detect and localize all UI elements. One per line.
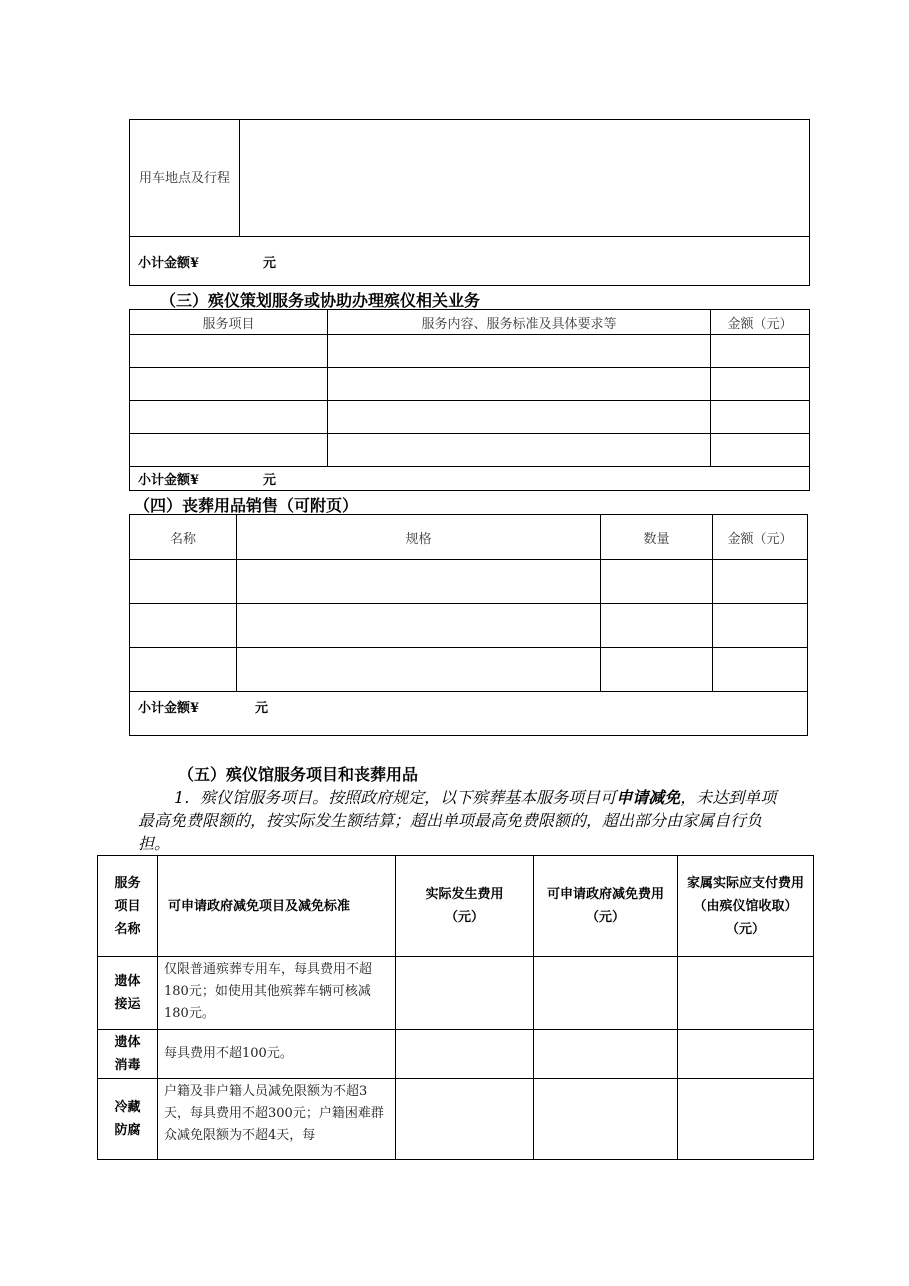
- s3-cell[interactable]: [711, 335, 810, 368]
- s4-cell[interactable]: [130, 648, 237, 692]
- s5-cell[interactable]: [534, 1079, 678, 1160]
- s4-header-qty: 数量: [601, 515, 713, 560]
- s3-header-amount: 金额（元）: [711, 310, 810, 335]
- section4-title: （四）丧葬用品销售（可附页）: [134, 496, 359, 515]
- s3-header-item: 服务项目: [130, 310, 328, 335]
- s4-cell[interactable]: [601, 604, 713, 648]
- section5-title: （五）殡仪馆服务项目和丧葬用品: [178, 765, 419, 784]
- s5-row-desc: 仅限普通殡葬专用车，每具费用不超180元；如使用其他殡葬车辆可核减180元。: [158, 957, 396, 1030]
- s5-row-name: 冷藏防腐: [98, 1079, 158, 1160]
- s5-row-desc: 户籍及非户籍人员减免限额为不超3天，每具费用不超300元；户籍困难群众减免限额为不超4天，每: [158, 1079, 396, 1160]
- vehicle-table: [129, 119, 810, 286]
- s4-header-name: 名称: [130, 515, 237, 560]
- s3-cell[interactable]: [130, 434, 328, 467]
- s5-row-name: 遗体消毒: [98, 1030, 158, 1079]
- s3-cell[interactable]: [711, 434, 810, 467]
- route-value[interactable]: [240, 120, 810, 237]
- route-label: 用车地点及行程: [130, 120, 240, 237]
- s4-cell[interactable]: [237, 560, 601, 604]
- s4-cell[interactable]: [130, 560, 237, 604]
- s4-cell[interactable]: [237, 648, 601, 692]
- s3-cell[interactable]: [328, 335, 711, 368]
- s3-cell[interactable]: [130, 368, 328, 401]
- s4-cell[interactable]: [130, 604, 237, 648]
- s4-header-amount: 金额（元）: [713, 515, 808, 560]
- s5-header-standard: 可申请政府减免项目及减免标准: [158, 856, 396, 957]
- s5-header-reducible: 可申请政府减免费用（元）: [534, 856, 678, 957]
- s5-cell[interactable]: [534, 957, 678, 1030]
- s3-cell[interactable]: [711, 368, 810, 401]
- s5-cell[interactable]: [678, 1030, 814, 1079]
- s5-cell[interactable]: [678, 1079, 814, 1160]
- s3-cell[interactable]: [328, 434, 711, 467]
- section5-table: [97, 855, 814, 1160]
- section5-paragraph: 1．殡仪馆服务项目。按照政府规定，以下殡葬基本服务项目可申请减免，未达到单项最高免费限额的，按实际发生额结算；超出单项最高免费限额的，超出部分由家属自行负担。: [138, 788, 777, 853]
- s4-header-spec: 规格: [237, 515, 601, 560]
- s5-cell[interactable]: [534, 1030, 678, 1079]
- s3-cell[interactable]: [328, 401, 711, 434]
- s5-cell[interactable]: [678, 957, 814, 1030]
- section4-table: [129, 514, 808, 736]
- s4-cell[interactable]: [713, 604, 808, 648]
- s5-cell[interactable]: [396, 1079, 534, 1160]
- s3-cell[interactable]: [328, 368, 711, 401]
- s3-cell[interactable]: [711, 401, 810, 434]
- s5-cell[interactable]: [396, 957, 534, 1030]
- s5-cell[interactable]: [396, 1030, 534, 1079]
- s5-row-name: 遗体接运: [98, 957, 158, 1030]
- s4-cell[interactable]: [237, 604, 601, 648]
- s4-cell[interactable]: [713, 560, 808, 604]
- s4-cell[interactable]: [713, 648, 808, 692]
- vehicle-subtotal: 小计金额¥ 元: [130, 237, 810, 286]
- section3-table: [129, 309, 810, 491]
- s5-header-name: 服务项目名称: [98, 856, 158, 957]
- s4-subtotal: 小计金额¥ 元: [130, 692, 808, 736]
- s5-header-actual: 实际发生费用（元）: [396, 856, 534, 957]
- s5-header-family-pay: 家属实际应支付费用（由殡仪馆收取）（元）: [678, 856, 814, 957]
- s3-header-content: 服务内容、服务标准及具体要求等: [328, 310, 711, 335]
- section3-title: （三）殡仪策划服务或协助办理殡仪相关业务: [160, 291, 481, 310]
- s3-cell[interactable]: [130, 401, 328, 434]
- s5-row-desc: 每具费用不超100元。: [158, 1030, 396, 1079]
- s4-cell[interactable]: [601, 560, 713, 604]
- s4-cell[interactable]: [601, 648, 713, 692]
- s3-subtotal: 小计金额¥ 元: [130, 467, 810, 491]
- s3-cell[interactable]: [130, 335, 328, 368]
